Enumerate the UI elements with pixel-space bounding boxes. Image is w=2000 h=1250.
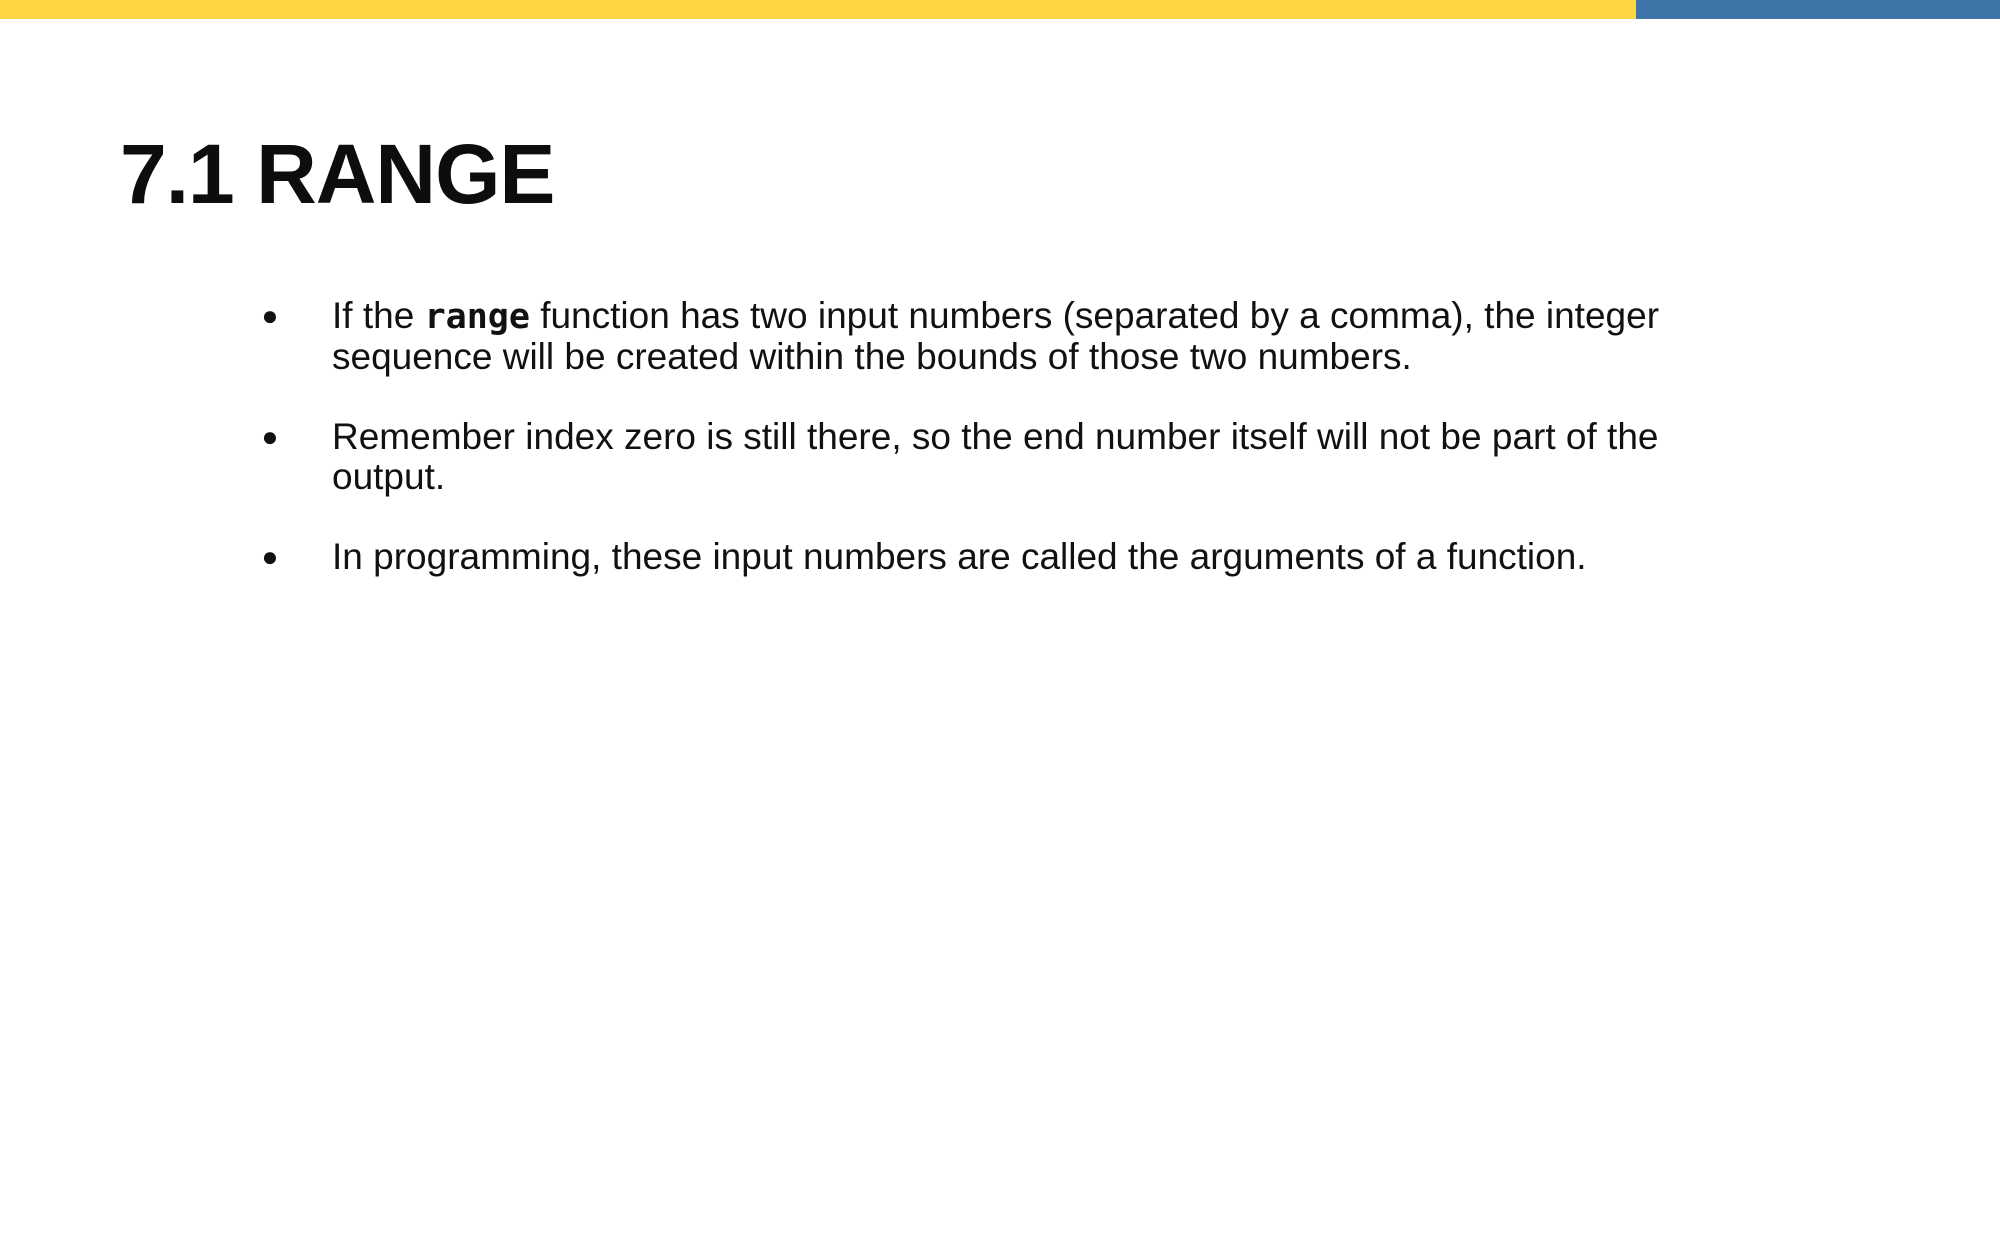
bullet-dot-icon: ● [261, 541, 279, 572]
bullet-item-arguments [258, 537, 1718, 577]
bullet-text: In programming, these input numbers are called the arguments of a function. [332, 536, 1587, 577]
accent-bar-yellow [0, 0, 1636, 19]
bullet-item-range-function [258, 296, 1718, 377]
bullet-list [258, 296, 1718, 577]
bullet-dot-icon: ● [261, 421, 279, 452]
bullet-text-suffix: function has two input numbers (separated by a comma), the integer sequence will be created within the bounds of those two numbers. [332, 295, 1660, 377]
accent-bar-blue [1636, 0, 2000, 19]
bullet-text-prefix: If the [332, 295, 425, 336]
code-keyword-range: range [424, 297, 530, 337]
slide-title: 7.1 RANGE [120, 127, 555, 221]
bullet-text: Remember index zero is still there, so the end number itself will not be part of the output. [332, 416, 1659, 497]
bullet-item-index-zero [258, 417, 1718, 497]
bullet-dot-icon: ● [261, 300, 279, 331]
top-accent-bar [0, 0, 2000, 19]
